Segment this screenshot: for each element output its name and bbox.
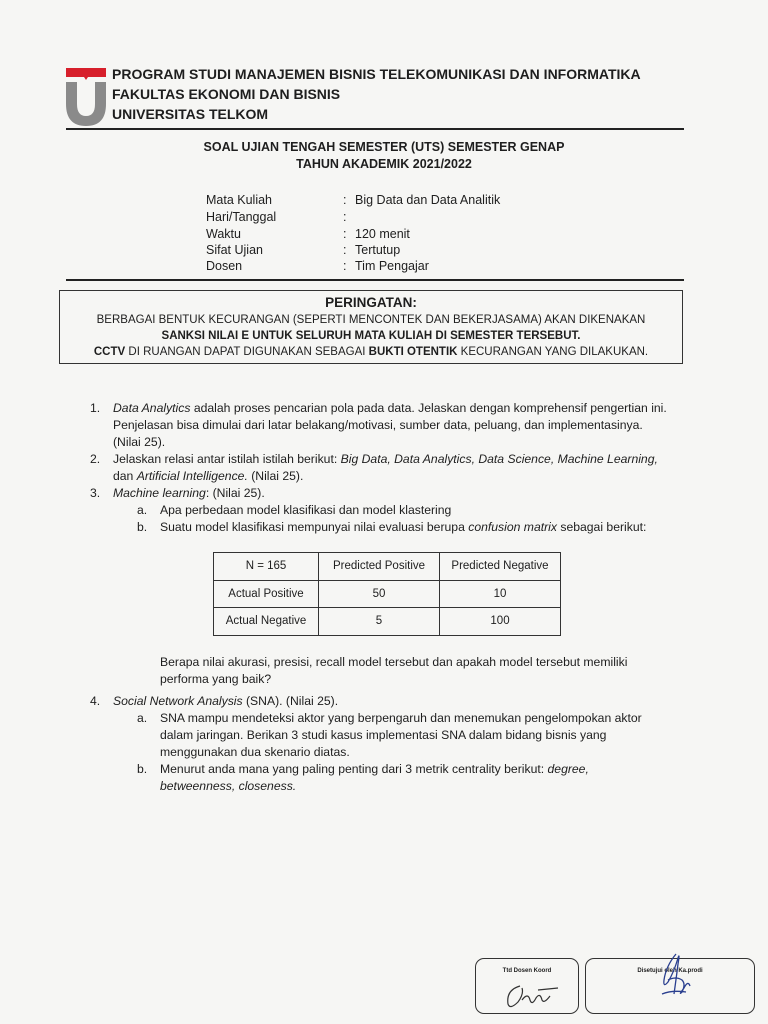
info-colon: : xyxy=(343,227,347,241)
term: betweenness, closeness. xyxy=(160,779,297,793)
question-text: adalah proses pencarian pola pada data. Jelaskan dengan komprehensif pengertian ini. xyxy=(190,401,667,415)
term: Data Analytics xyxy=(113,401,191,415)
question-number: 1. xyxy=(90,401,101,415)
term: Machine learning xyxy=(113,486,206,500)
question-text: Suatu model klasifikasi mempunyai nilai evaluasi berupa xyxy=(160,520,469,534)
table-row xyxy=(214,580,561,608)
term: confusion matrix xyxy=(468,520,557,534)
question-1-line-1 xyxy=(113,401,667,415)
question-text: (SNA). (Nilai 25). xyxy=(242,694,339,708)
sub-label: a. xyxy=(137,503,148,517)
university-name: UNIVERSITAS TELKOM xyxy=(112,106,269,122)
term: Artificial Intelligence. xyxy=(136,469,248,483)
header-divider xyxy=(66,128,684,130)
question-1-line-3: (Nilai 25). xyxy=(113,435,166,449)
info-value: 120 menit xyxy=(355,227,410,241)
question-3b-follow-2: performa yang baik? xyxy=(160,672,272,686)
info-label: Sifat Ujian xyxy=(206,243,263,257)
question-4a-line-3: menggunakan dua skenario diatas. xyxy=(160,745,350,759)
info-value: Tim Pengajar xyxy=(355,259,429,273)
sub-label: b. xyxy=(137,520,148,534)
question-3-line-1 xyxy=(113,486,265,500)
warning-line-1: BERBAGAI BENTUK KECURANGAN (SEPERTI MENCONTEK DAN BEKERJASAMA) AKAN DIKENAKAN xyxy=(96,314,646,326)
question-number: 4. xyxy=(90,694,101,708)
academic-year: TAHUN AKADEMIK 2021/2022 xyxy=(296,157,472,171)
info-colon: : xyxy=(343,193,347,207)
table-cell: 50 xyxy=(319,580,440,608)
sub-label: a. xyxy=(137,711,148,725)
exam-title: SOAL UJIAN TENGAH SEMESTER (UTS) SEMESTER GENAP xyxy=(203,140,565,154)
table-header-cell: Predicted Positive xyxy=(319,553,440,581)
confusion-matrix-table xyxy=(213,552,561,636)
university-logo xyxy=(66,66,106,126)
info-value: Big Data dan Data Analitik xyxy=(355,193,501,207)
question-4-line-1 xyxy=(113,694,338,708)
warning-text: KECURANGAN YANG DILAKUKAN. xyxy=(457,346,649,358)
coordinator-signature-label: Ttd Dosen Koord xyxy=(502,968,552,974)
info-label: Dosen xyxy=(206,259,243,273)
question-2-line-2 xyxy=(113,469,303,483)
question-3b xyxy=(160,520,646,534)
info-label: Hari/Tanggal xyxy=(206,210,277,224)
table-cell: 10 xyxy=(440,580,561,608)
faculty-name: FAKULTAS EKONOMI DAN BISNIS xyxy=(112,86,341,102)
question-1-line-2: Penjelasan bisa dimulai dari latar belakang/motivasi, sumber data, peluang, dan implementasinya. xyxy=(113,418,643,432)
term: Social Network Analysis xyxy=(113,694,243,708)
question-4b-line-2 xyxy=(160,779,296,793)
question-text: dan xyxy=(113,469,137,483)
question-text: (Nilai 25). xyxy=(247,469,304,483)
warning-line-3 xyxy=(59,346,683,358)
question-text: Menurut anda mana yang paling penting dari 3 metrik centrality berikut: xyxy=(160,762,548,776)
info-label: Waktu xyxy=(206,227,241,241)
table-header-cell: Predicted Negative xyxy=(440,553,561,581)
question-4a-line-2: dalam jaringan. Berikan 3 studi kasus implementasi SNA dalam bidang bisnis yang xyxy=(160,728,607,742)
sub-label: b. xyxy=(137,762,148,776)
question-number: 3. xyxy=(90,486,101,500)
question-number: 2. xyxy=(90,452,101,466)
question-2-line-1 xyxy=(113,452,658,466)
warning-cctv: CCTV xyxy=(93,346,126,358)
program-name: PROGRAM STUDI MANAJEMEN BISNIS TELEKOMUNIKASI DAN INFORMATIKA xyxy=(112,66,641,82)
term: degree, xyxy=(547,762,589,776)
warning-text: DI RUANGAN DAPAT DIGUNAKAN SEBAGAI xyxy=(125,346,369,358)
table-cell: 5 xyxy=(319,608,440,636)
info-value: Tertutup xyxy=(355,243,401,257)
table-row xyxy=(214,608,561,636)
question-text: sebagai berikut: xyxy=(556,520,647,534)
table-cell: Actual Negative xyxy=(214,608,319,636)
table-header-cell: N = 165 xyxy=(214,553,319,581)
term: Big Data, Data Analytics, Data Science, Machine Learning, xyxy=(340,452,658,466)
info-colon: : xyxy=(343,210,347,224)
table-cell: 100 xyxy=(440,608,561,636)
question-text: : (Nilai 25). xyxy=(205,486,265,500)
info-divider xyxy=(66,279,684,281)
warning-line-2: SANKSI NILAI E UNTUK SELURUH MATA KULIAH DI SEMESTER TERSEBUT. xyxy=(161,330,581,342)
question-4b-line-1 xyxy=(160,762,589,776)
question-text: Jelaskan relasi antar istilah istilah berikut: xyxy=(113,452,341,466)
info-label: Mata Kuliah xyxy=(206,193,273,207)
info-colon: : xyxy=(343,259,347,273)
warning-title: PERINGATAN: xyxy=(325,295,417,310)
table-cell: Actual Positive xyxy=(214,580,319,608)
question-3b-follow-1: Berapa nilai akurasi, presisi, recall model tersebut dan apakah model tersebut memiliki xyxy=(160,655,628,669)
head-signature xyxy=(648,950,698,1011)
warning-bukti: BUKTI OTENTIK xyxy=(368,346,458,358)
question-3a: Apa perbedaan model klasifikasi dan model klastering xyxy=(160,503,452,517)
coordinator-signature xyxy=(498,978,568,1017)
table-row xyxy=(214,553,561,581)
head-approval-label: Disetujui oleh Ka.prodi xyxy=(637,968,703,974)
info-colon: : xyxy=(343,243,347,257)
question-4a-line-1: SNA mampu mendeteksi aktor yang berpengaruh dan menemukan pengelompokan aktor xyxy=(160,711,642,725)
